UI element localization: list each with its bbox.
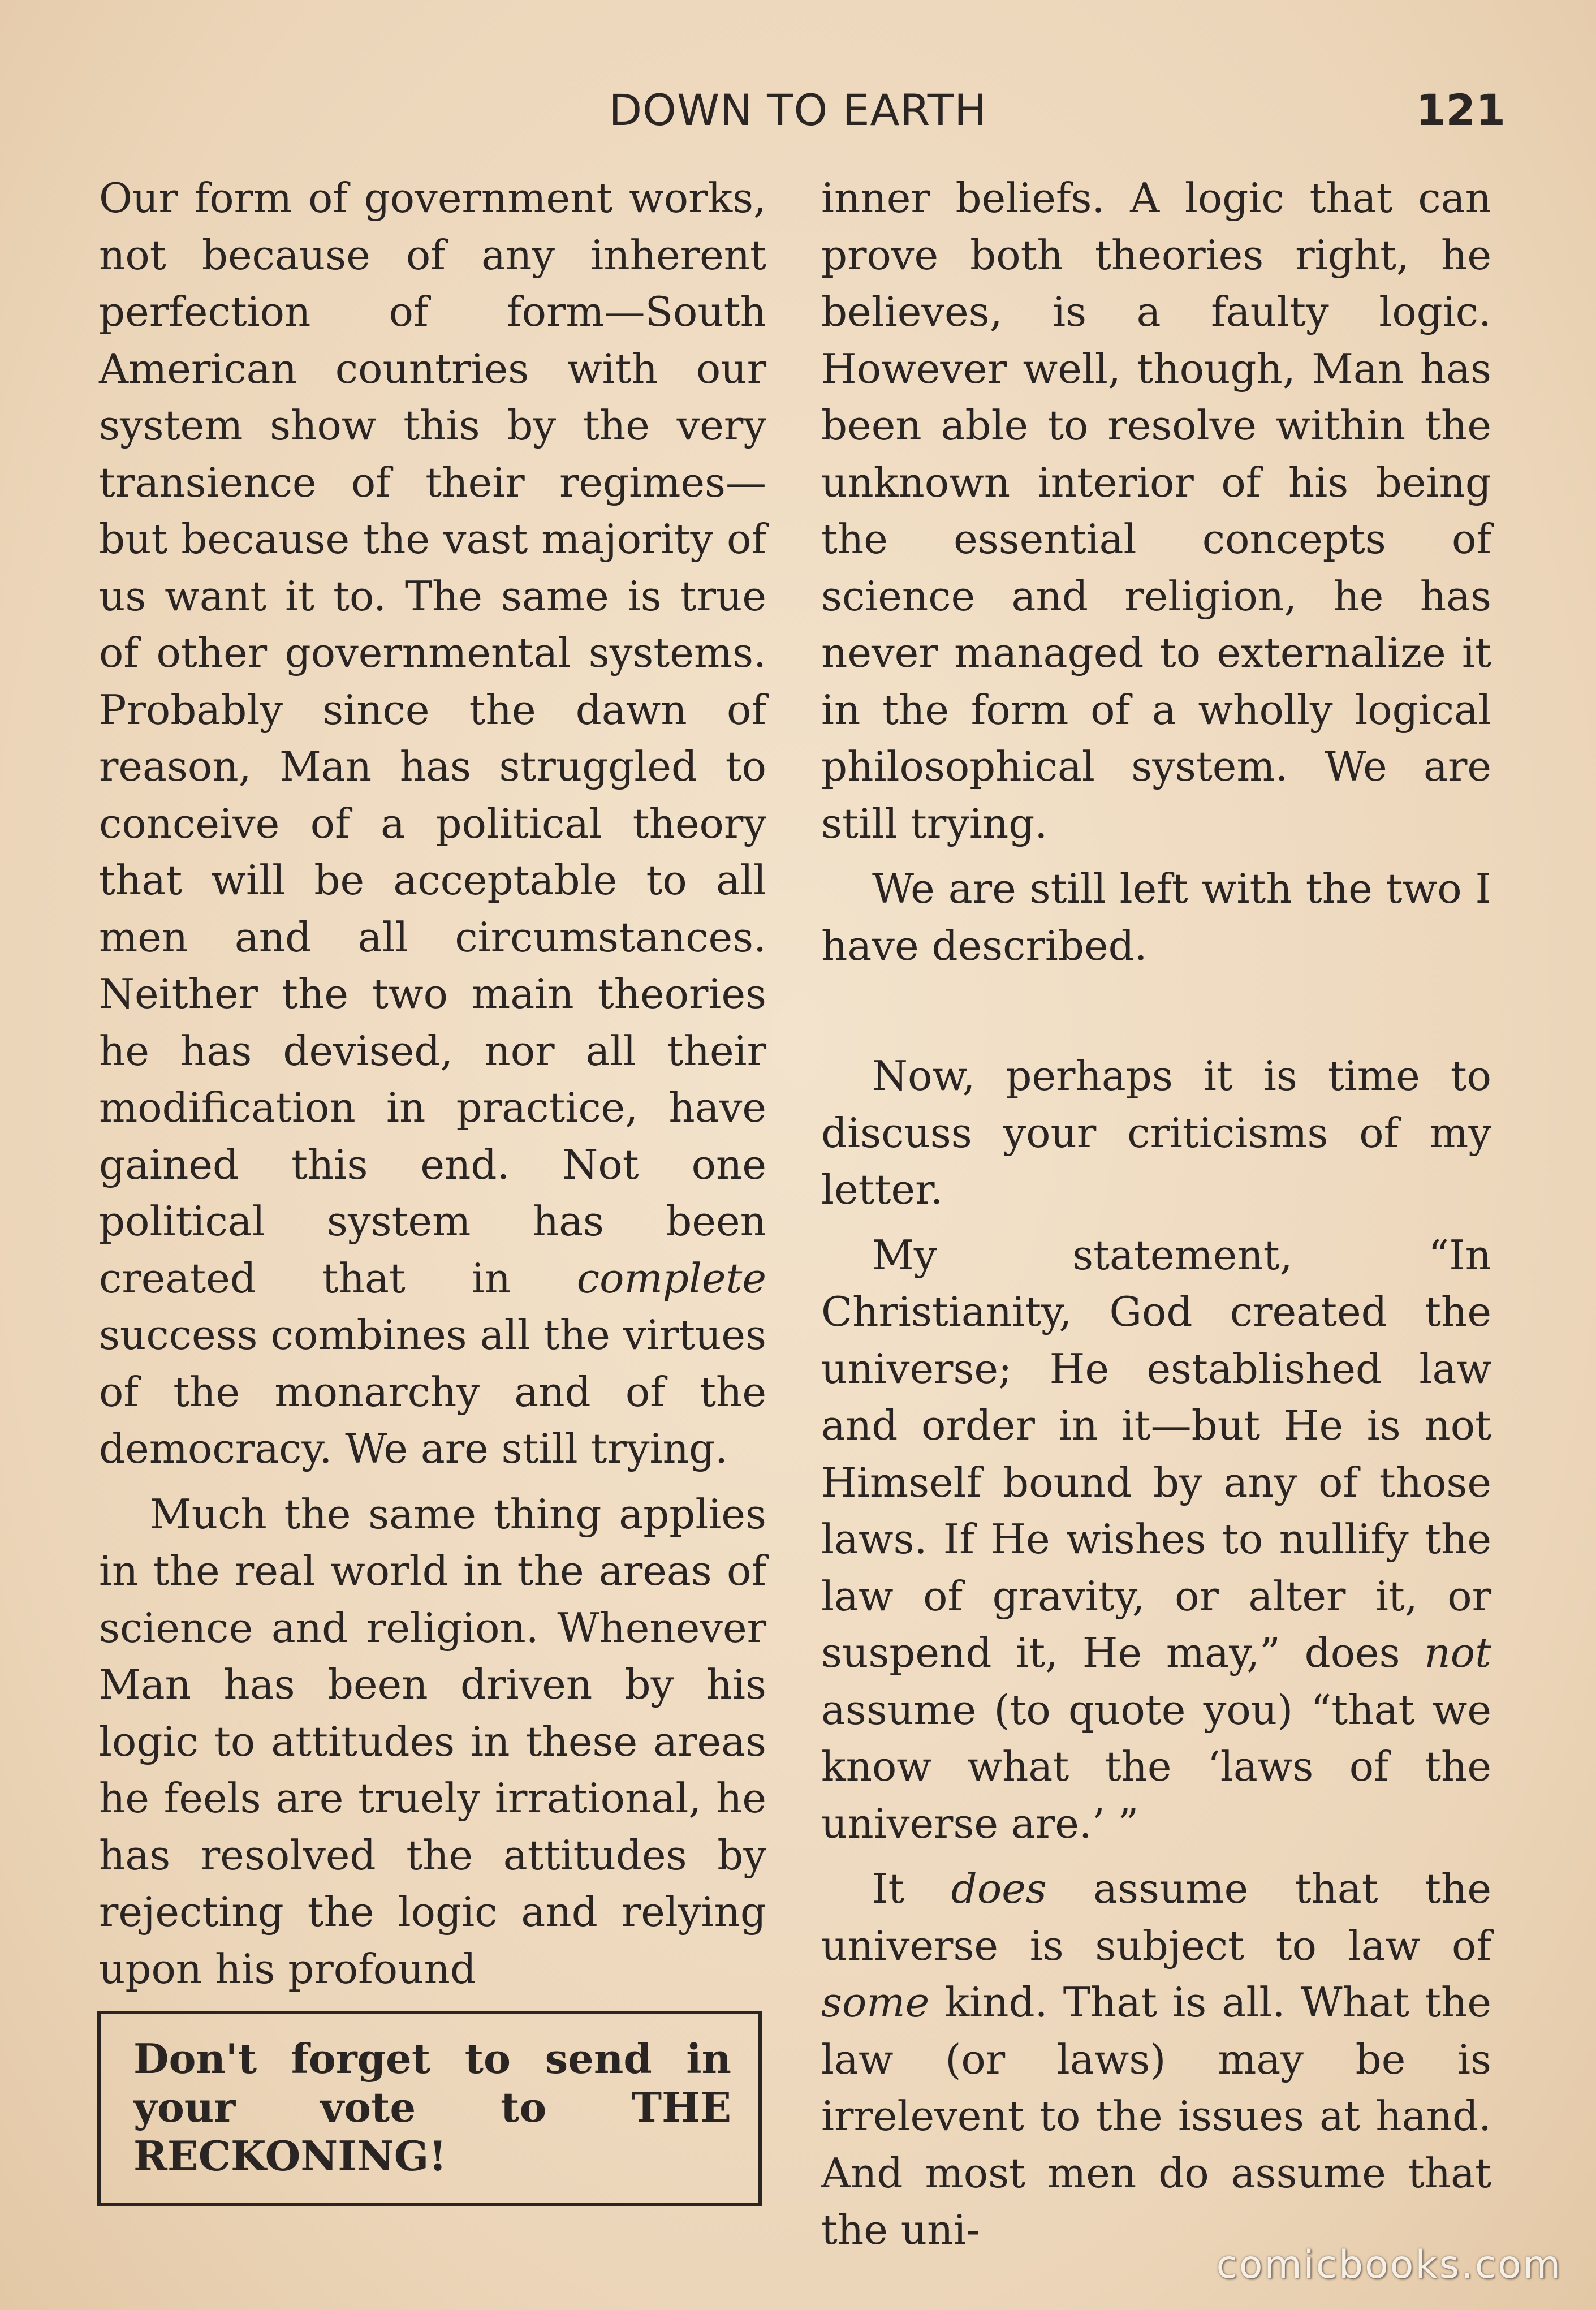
emphasis-text: does — [951, 1865, 1047, 1912]
paragraph-text: success combines all the virtues of the monarchy and of the democracy. We are still trying. — [99, 1311, 766, 1472]
paragraph-text: Much the same thing applies in the real world in the areas of science and religion. Whenever Man has been driven by his logic to attitudes in these areas he feels are truely irrational, he has resolved the attitudes by rejecting the logic and relying upon his profound — [99, 1490, 766, 1993]
right-column — [821, 170, 1491, 2259]
reckoning-notice-box — [97, 2011, 762, 2206]
running-title: DOWN TO EARTH — [609, 85, 987, 135]
page-header — [0, 85, 1596, 147]
emphasis-text: some — [821, 1979, 930, 2026]
paragraph — [821, 1048, 1491, 1218]
watermark: comicbooks.com — [1216, 2243, 1562, 2287]
paragraph-text: Our form of government works, not because of any inherent perfection of form—South American countries with our system show this by the very transience of their regimes—but because the vast majority of us want it to. The same is true of other governmental systems. Probably since the dawn of reason, Man has struggled to conceive of a political theory that will be acceptable to all men and all circumstances. Neither the two main theories he has devised, nor all their modification in practice, have gained this end. Not one political system has been created that in — [99, 174, 766, 1302]
paragraph-text: assume (to quote you) “that we know what the ‘laws of the universe are.’ ” — [821, 1686, 1491, 1847]
paragraph — [99, 170, 766, 1477]
page-number: 121 — [1416, 85, 1506, 135]
paragraph — [99, 1486, 766, 1998]
emphasis-text: not — [1424, 1629, 1491, 1677]
emphasis-text: complete — [576, 1254, 767, 1302]
paragraph-text: kind. That is all. What the law (or laws) may be is irrelevent to the issues at hand. And most men do assume that the uni- — [821, 1979, 1491, 2253]
notice-text: Don't forget to send in your vote to THE RECKONING! — [133, 2035, 731, 2180]
paragraph-text: inner beliefs. A logic that can prove both theories right, he believes, is a faulty logic. However well, though, Man has been able to resolve within the unknown interior of his being the essential concepts of science and religion, he has never managed to externalize it in the form of a wholly logical philosophical system. We are still trying. — [821, 174, 1491, 847]
paragraph-text: My statement, “In Christianity, God created the universe; He established law and order in it—but He is not Himself bound by any of those laws. If He wishes to nullify the law of gravity, or alter it, or suspend it, He may,” does — [821, 1231, 1491, 1677]
paragraph — [821, 1227, 1491, 1852]
paragraph — [821, 170, 1491, 852]
paragraph-text: Now, perhaps it is time to discuss your criticisms of my letter. — [821, 1052, 1491, 1213]
paragraph — [821, 860, 1491, 974]
paragraph-text: It — [872, 1865, 905, 1912]
left-column — [99, 170, 766, 1997]
paragraph-text: We are still left with the two I have described. — [821, 865, 1491, 969]
paragraph — [821, 1860, 1491, 2259]
paragraph-text: assume that the universe is subject to law of — [821, 1865, 1492, 1969]
